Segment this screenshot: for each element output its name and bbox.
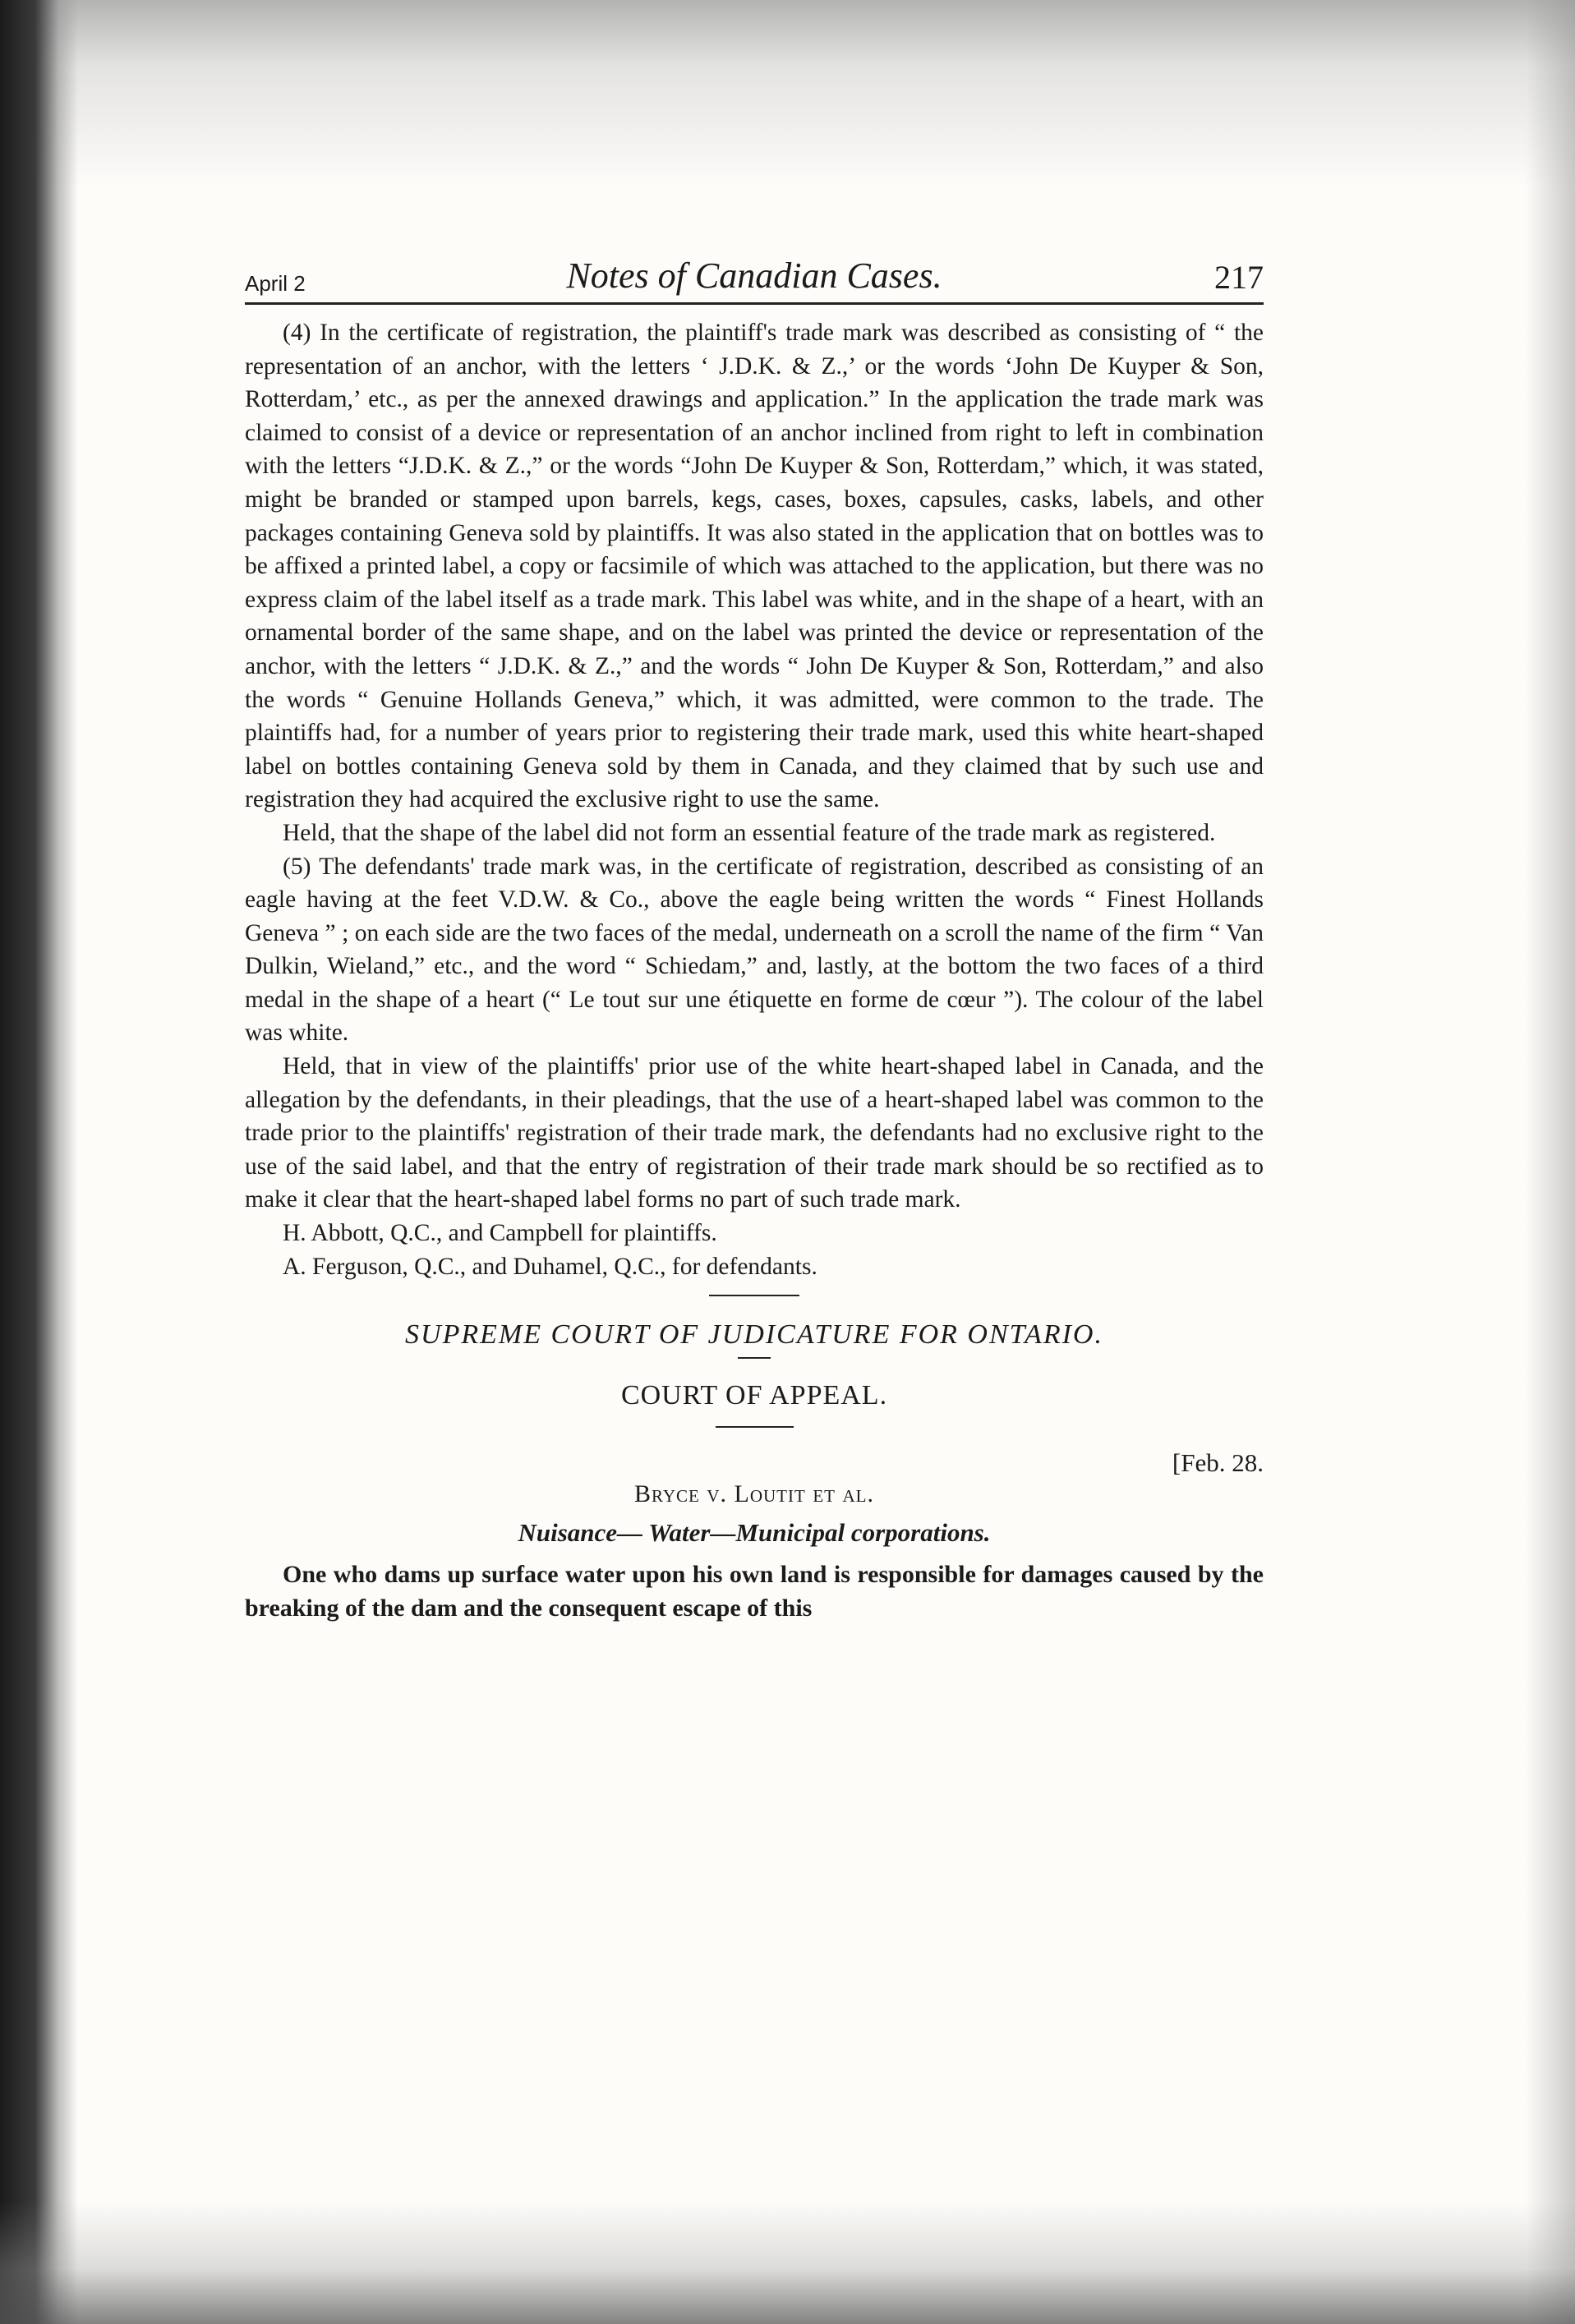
header-title: Notes of Canadian Cases. (566, 255, 942, 296)
section-divider (709, 1295, 799, 1296)
decision-date: [Feb. 28. (1172, 1448, 1264, 1478)
title-divider (738, 1357, 771, 1359)
header-date: April 2 (245, 271, 306, 296)
scan-shadow-top (0, 0, 1575, 189)
court-title: COURT OF APPEAL. (620, 1380, 888, 1411)
counsel-list (245, 1217, 1264, 1283)
paragraph-5: (5) The defendants' trade mark was, in the certificate of registration, described as consisting of an eagle having at the feet V.D.W. & Co., above the eagle being written the words “ Finest Hollands Geneva ” ; on each side are the two faces of the medal, underneath on a scroll the name of the firm “ Van Dulkin, Wieland,” etc., and the word “ Schiedam,” and, lastly, at the bottom the two faces of a third medal in the shape of a heart (“ Le tout sur une étiquette en forme de cœur ”). The colour of the label was white. (245, 853, 1264, 1047)
headnote (245, 1558, 1264, 1625)
paragraph-4: (4) In the certificate of registration, the plaintiff's trade mark was described as consisting of “ the representation of an anchor, with the letters ‘ J.D.K. & Z.,’ or the words ‘John De Kuyper & Son, Rotterdam,’ etc., as per the annexed drawings and application.” In the application the trade mark was claimed to consist of a device or representation of an anchor inclined from right to left in combination with the letters “J.D.K. & Z.,” or the words “John De Kuyper & Son, Rotterdam,” which, it was stated, might be branded or stamped upon barrels, kegs, cases, boxes, capsules, casks, labels, and other packages containing Geneva sold by plaintiffs. It was also stated in the application that on bottles was to be affixed a printed label, a copy or facsimile of which was attached to the application, but there was no express claim of the label itself as a trade mark. This label was white, and in the shape of a heart, with an ornamental border of the same shape, and on the label was printed the device or representation of the anchor, with the letters “ J.D.K. & Z.,” and the words “ John De Kuyper & Son, Rotterdam,” and also the words “ Genuine Hollands Geneva,” which, it was admitted, were common to the trade. The plaintiffs had, for a number of years prior to registering their trade mark, used this white heart-shaped label on bottles containing Geneva sold by them in Canada, and they claimed that by such use and registration they had acquired the exclusive right to use the same. (245, 320, 1264, 813)
counsel-plaintiffs: H. Abbott, Q.C., and Campbell for plaintiffs. (283, 1220, 717, 1247)
counsel-defendants: A. Ferguson, Q.C., and Duhamel, Q.C., for defendants. (283, 1253, 817, 1280)
headnote-text: One who dams up surface water upon his own land is responsible for damages caused by the breaking of the dam and the consequent escape of this (245, 1561, 1264, 1622)
court-divider (716, 1426, 794, 1428)
case-title-text: Bryce v. Loutit et al. (634, 1480, 874, 1508)
paragraph-held-1: Held, that the shape of the label did not form an essential feature of the trade mark as registered. (283, 819, 1216, 846)
body-text (245, 316, 1264, 1283)
scan-shadow-right (1526, 0, 1575, 2324)
paragraph-held-2: Held, that in view of the plaintiffs' prior use of the white heart-shaped label in Canada, and the allegation by the defendants, in their pleadings, that the use of a heart-shaped label was common to the trade prior to the plaintiffs' registration of their trade mark, the defendants had no exclusive right to the use of the said label, and that the entry of registration of their trade mark should be so rectified as to make it clear that the heart-shaped label forms no part of such trade mark. (245, 1053, 1264, 1213)
section-title: SUPREME COURT OF JUDICATURE FOR ONTARIO. (405, 1319, 1103, 1351)
scan-shadow-bottom (0, 2201, 1575, 2324)
case-subject: Nuisance— Water—Municipal corporations. (518, 1518, 991, 1548)
page-number: 217 (1214, 259, 1264, 296)
running-header (245, 255, 1264, 305)
page-content (245, 255, 1264, 1625)
case-title (245, 1480, 1264, 1508)
scan-shadow-left (0, 0, 78, 2324)
